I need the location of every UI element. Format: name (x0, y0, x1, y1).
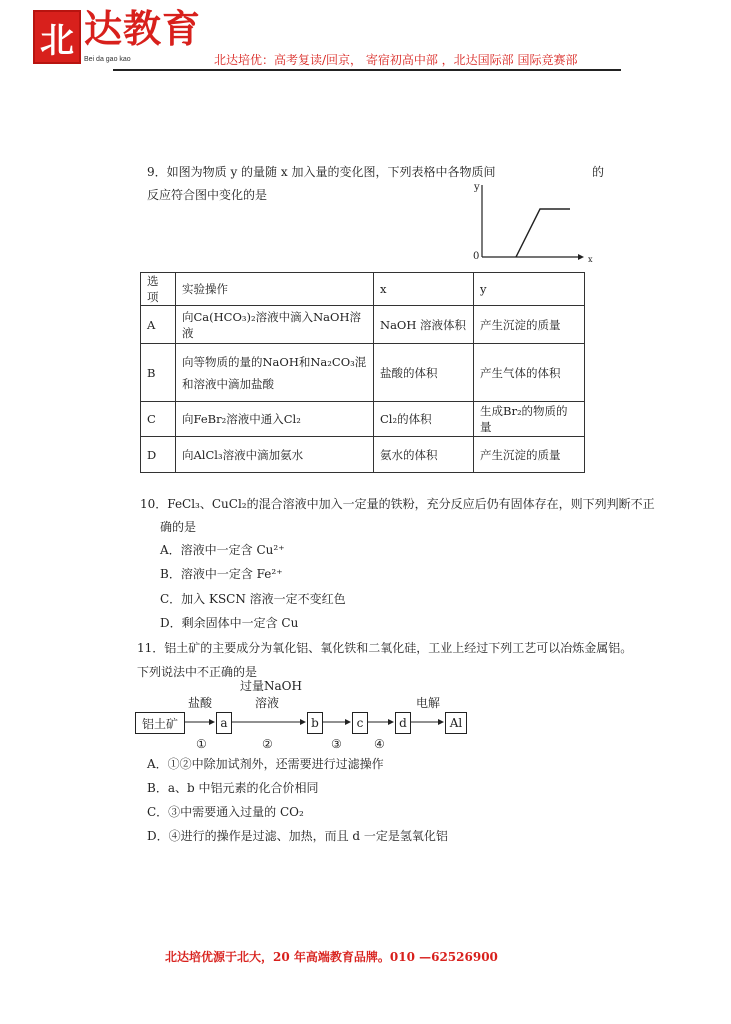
logo-pinyin: Bei da gao kao (84, 56, 131, 63)
cell: 向Ca(HCO₃)₂溶液中滴入NaOH溶液 (176, 306, 374, 344)
flow-box-al: Al (445, 712, 467, 734)
table-header-row (141, 273, 585, 306)
flow-reagent-hcl: 盐酸 (188, 696, 213, 710)
graph-y-label: y (474, 182, 480, 193)
graph-origin: 0 (473, 251, 480, 262)
logo-mark (33, 10, 81, 64)
flow-reagent-electrolysis: 电解 (416, 696, 441, 710)
x-axis-arrow (578, 254, 584, 260)
header-cell: y (474, 273, 585, 306)
q9-table (140, 272, 585, 473)
table-row (141, 437, 585, 473)
cell: 向FeBr₂溶液中通入Cl₂ (176, 402, 374, 437)
table-row (141, 344, 585, 402)
flow-step-2: ② (262, 737, 273, 751)
q11-option-a: A．①②中除加试剂外，还需要进行过滤操作 (147, 757, 384, 771)
q11-option-c: C．③中需要通入过量的 CO₂ (147, 805, 304, 819)
cell: 向等物质的量的NaOH和Na₂CO₃混和溶液中滴加盐酸 (176, 344, 374, 402)
q11-stem-line1: 11．铝土矿的主要成分为氧化铝、氧化铁和二氧化硅，工业上经过下列工艺可以冶炼金属铝。 (137, 641, 633, 655)
flow-box-a: a (216, 712, 232, 734)
cell: 产生沉淀的质量 (474, 437, 585, 473)
cell: C (141, 402, 176, 437)
q10-option-b: B．溶液中一定含 Fe²⁺ (160, 567, 283, 581)
flow-step-4: ④ (374, 737, 385, 751)
flow-box-bauxite: 铝土矿 (135, 712, 185, 734)
header-cell: 选项 (141, 273, 176, 306)
logo-char: 北 (40, 20, 74, 61)
q10-option-c: C．加入 KSCN 溶液一定不变红色 (160, 592, 346, 606)
cell: NaOH 溶液体积 (374, 306, 474, 344)
cell: 产生气体的体积 (474, 344, 585, 402)
table-row (141, 402, 585, 437)
graph-x-label: x (588, 255, 593, 264)
cell: 产生沉淀的质量 (474, 306, 585, 344)
footer-slogan: 北达培优源于北大，20 年高端教育品牌。010 —62526900 (165, 950, 498, 964)
q10-option-a: A．溶液中一定含 Cu²⁺ (160, 543, 285, 557)
flow-box-c: c (352, 712, 368, 734)
q9-stem-end: 的 (592, 165, 605, 179)
cell: 向AlCl₃溶液中滴加氨水 (176, 437, 374, 473)
cell: Cl₂的体积 (374, 402, 474, 437)
flow-step-3: ③ (331, 737, 342, 751)
cell: A (141, 306, 176, 344)
flow-step-1: ① (196, 737, 207, 751)
flow-box-d: d (395, 712, 411, 734)
q10-option-d: D．剩余固体中一定含 Cu (160, 616, 299, 630)
q9-graph (470, 177, 590, 267)
q10-stem-line1: 10．FeCl₃、CuCl₂的混合溶液中加入一定量的铁粉，充分反应后仍有固体存在，则下列判断不正 (140, 497, 655, 511)
cell: 生成Br₂的物质的量 (474, 402, 585, 437)
cell: D (141, 437, 176, 473)
cell: B (141, 344, 176, 402)
q9-stem-line1: 9．如图为物质 y 的量随 x 加入量的变化图，下列表格中各物质间 (147, 165, 496, 179)
cell: 氨水的体积 (374, 437, 474, 473)
header-links: 北达培优：高考复读/回京， 寄宿初高中部 ，北达国际部 国际竞赛部 (214, 53, 578, 67)
header-cell: 实验操作 (176, 273, 374, 306)
cell: 盐酸的体积 (374, 344, 474, 402)
table-row (141, 306, 585, 344)
flow-reagent-solution: 溶液 (255, 696, 280, 710)
logo-text: 达教育 (84, 6, 202, 51)
header-divider (113, 69, 621, 71)
q11-option-b: B．a、b 中铝元素的化合价相同 (147, 781, 319, 795)
curve-line (516, 209, 570, 257)
flow-box-b: b (307, 712, 323, 734)
q10-stem-line2: 确的是 (160, 520, 197, 534)
q9-stem-line2: 反应符合图中变化的是 (147, 188, 268, 202)
q11-stem-line2: 下列说法中不正确的是 (137, 665, 258, 679)
q11-option-d: D．④进行的操作是过滤、加热，而且 d 一定是氢氧化铝 (147, 829, 448, 843)
header-cell: x (374, 273, 474, 306)
flow-reagent-naoh: 过量NaOH (240, 679, 302, 693)
